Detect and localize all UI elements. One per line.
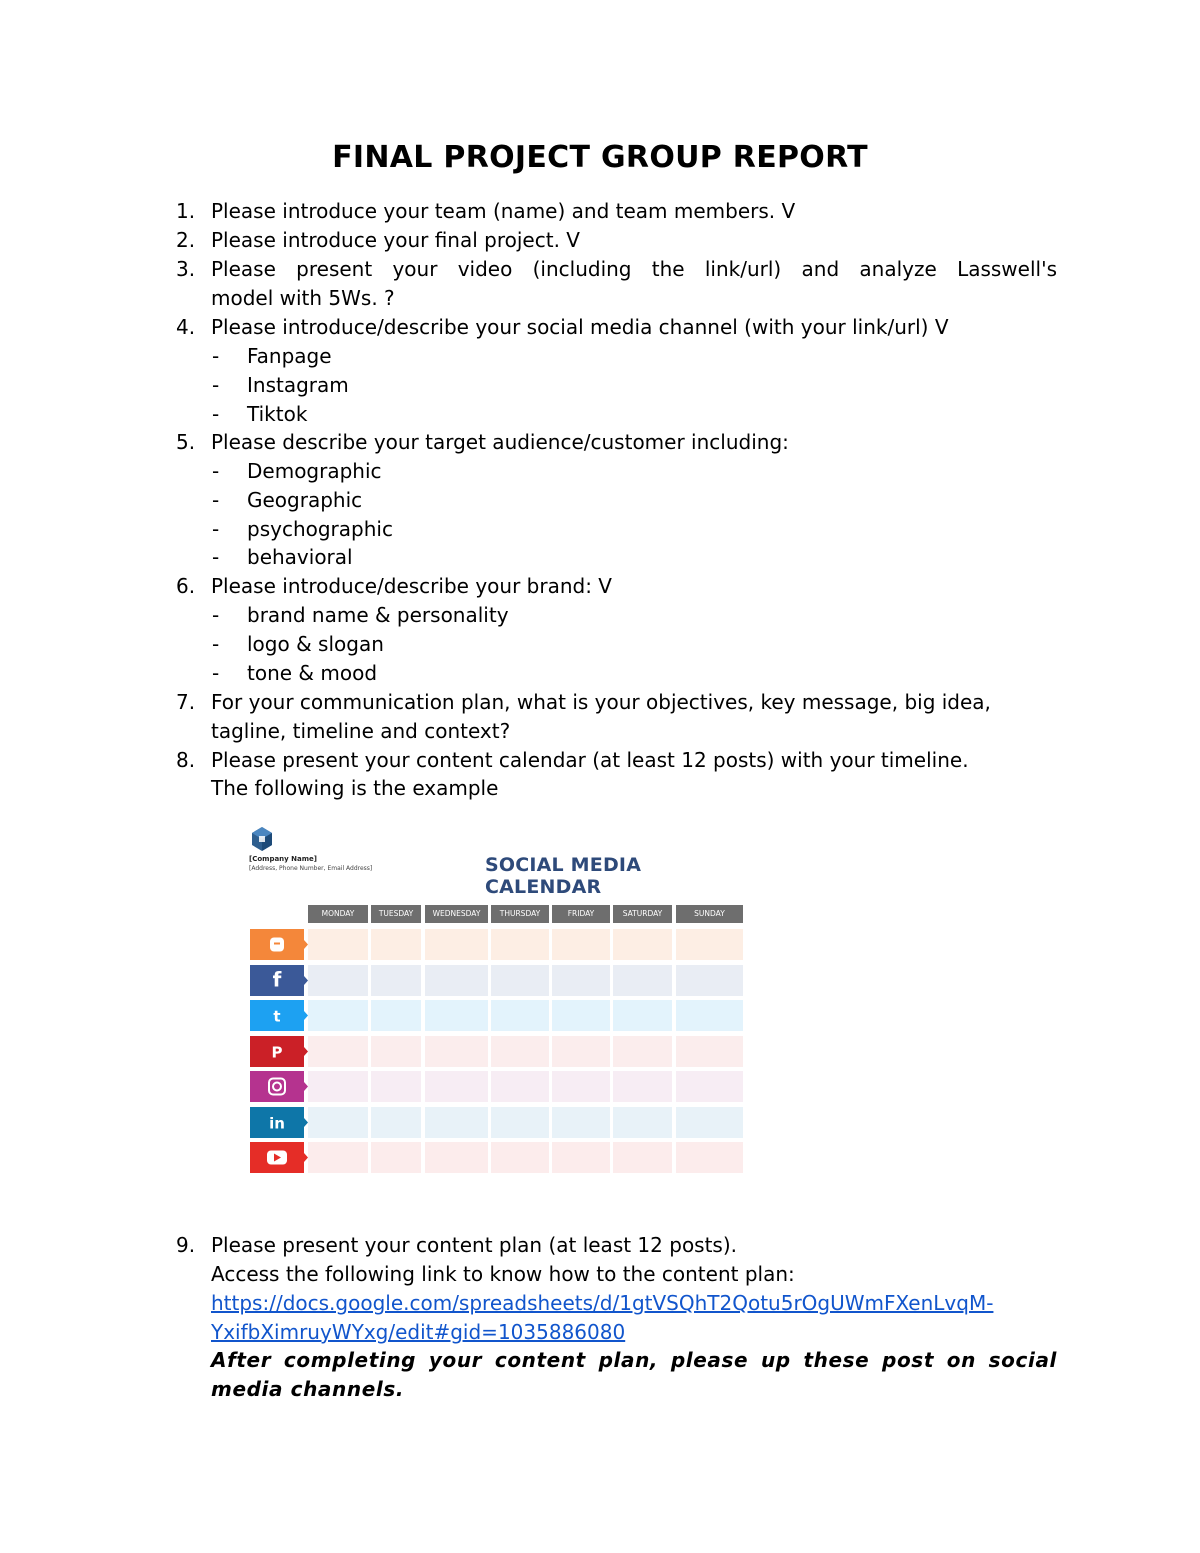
- item-text: The following is the example: [211, 776, 499, 800]
- day-header: SUNDAY: [676, 905, 743, 923]
- calendar-cell: [676, 929, 743, 960]
- item-text: Please introduce/describe your social media channel (with your link/url) V: [211, 315, 949, 339]
- calendar-cell: [552, 1107, 610, 1138]
- item-text: Please describe your target audience/customer including:: [211, 430, 789, 454]
- item-text: tagline, timeline and context?: [211, 719, 511, 743]
- calendar-cell: [491, 965, 549, 996]
- sub-item-text: Geographic: [247, 488, 363, 512]
- calendar-cell: [308, 1107, 368, 1138]
- calendar-cell: [676, 1142, 743, 1173]
- day-header: THURSDAY: [491, 905, 549, 923]
- calendar-cell: [491, 929, 549, 960]
- item-number: 6.: [176, 574, 196, 598]
- company-name: [Company Name]: [249, 855, 317, 863]
- emphasis-text: After completing your content plan, please up these post on social: [211, 1348, 1057, 1372]
- company-logo-icon: [250, 826, 274, 852]
- calendar-cell: [371, 1107, 421, 1138]
- calendar-cell: [613, 1071, 672, 1102]
- blogger-icon: [250, 929, 304, 960]
- calendar-cell: [491, 1071, 549, 1102]
- calendar-cell: [371, 1142, 421, 1173]
- dash-bullet: -: [212, 459, 220, 483]
- calendar-cell: [491, 1142, 549, 1173]
- calendar-cell: [613, 1107, 672, 1138]
- dash-bullet: -: [212, 661, 220, 685]
- sub-item-text: brand name & personality: [247, 603, 509, 627]
- twitter-icon: [250, 1000, 304, 1031]
- calendar-cell: [371, 929, 421, 960]
- item-text: Please introduce your team (name) and team members. V: [211, 199, 796, 223]
- day-header: SATURDAY: [613, 905, 672, 923]
- linkedin-icon: [250, 1107, 304, 1138]
- dash-bullet: -: [212, 517, 220, 541]
- item-text: Please introduce/describe your brand: V: [211, 574, 612, 598]
- calendar-cell: [371, 1071, 421, 1102]
- calendar-cell: [308, 1036, 368, 1067]
- calendar-cell: [308, 1000, 368, 1031]
- calendar-cell: [613, 1142, 672, 1173]
- item-number: 7.: [176, 690, 196, 714]
- calendar-cell: [371, 965, 421, 996]
- dash-bullet: -: [212, 373, 220, 397]
- item-number: 5.: [176, 430, 196, 454]
- calendar-cell: [371, 1036, 421, 1067]
- calendar-cell: [676, 965, 743, 996]
- svg-text:f: f: [272, 967, 282, 991]
- calendar-cell: [552, 1071, 610, 1102]
- dash-bullet: -: [212, 632, 220, 656]
- day-header: WEDNESDAY: [425, 905, 488, 923]
- calendar-cell: [425, 1036, 488, 1067]
- item-number: 8.: [176, 748, 196, 772]
- calendar-title: SOCIAL MEDIA CALENDAR: [485, 854, 642, 898]
- calendar-cell: [371, 1000, 421, 1031]
- item-number: 9.: [176, 1233, 196, 1257]
- item-text: Access the following link to know how to the content plan:: [211, 1262, 795, 1286]
- day-header: FRIDAY: [552, 905, 610, 923]
- social-media-calendar-image: [244, 822, 748, 1178]
- pinterest-icon: [250, 1036, 304, 1067]
- item-text: Please present your content plan (at least 12 posts).: [211, 1233, 738, 1257]
- sub-item-text: Fanpage: [247, 344, 332, 368]
- item-number: 4.: [176, 315, 196, 339]
- dash-bullet: -: [212, 488, 220, 512]
- calendar-cell: [552, 1000, 610, 1031]
- calendar-cell: [613, 929, 672, 960]
- item-text: Please present your video (including the link/url) and analyze Lasswell's: [211, 257, 1057, 281]
- calendar-cell: [676, 1107, 743, 1138]
- sub-item-text: tone & mood: [247, 661, 378, 685]
- dash-bullet: -: [212, 402, 220, 426]
- calendar-cell: [308, 1142, 368, 1173]
- link-text[interactable]: https://docs.google.com/spreadsheets/d/1gtVSQhT2Qotu5rOgUWmFXenLvqM-: [211, 1291, 994, 1315]
- sub-item-text: Demographic: [247, 459, 382, 483]
- calendar-cell: [676, 1036, 743, 1067]
- calendar-cell: [308, 1071, 368, 1102]
- day-header: MONDAY: [308, 905, 368, 923]
- instagram-icon: [250, 1071, 304, 1102]
- item-number: 2.: [176, 228, 196, 252]
- item-number: 3.: [176, 257, 196, 281]
- calendar-cell: [552, 1036, 610, 1067]
- dash-bullet: -: [212, 603, 220, 627]
- svg-text:P: P: [271, 1043, 283, 1061]
- calendar-cell: [613, 1000, 672, 1031]
- sub-item-text: Instagram: [247, 373, 349, 397]
- calendar-cell: [425, 929, 488, 960]
- dash-bullet: -: [212, 545, 220, 569]
- calendar-cell: [308, 929, 368, 960]
- calendar-cell: [676, 1071, 743, 1102]
- item-text: model with 5Ws. ?: [211, 286, 395, 310]
- facebook-icon: [250, 965, 304, 996]
- dash-bullet: -: [212, 344, 220, 368]
- sub-item-text: Tiktok: [247, 402, 308, 426]
- calendar-cell: [613, 1036, 672, 1067]
- item-text: Please introduce your final project. V: [211, 228, 580, 252]
- emphasis-text: media channels.: [211, 1377, 405, 1401]
- link-text[interactable]: YxifbXimruyWYxg/edit#gid=1035886080: [211, 1320, 626, 1344]
- calendar-cell: [613, 965, 672, 996]
- svg-text:in: in: [269, 1114, 285, 1132]
- calendar-cell: [308, 965, 368, 996]
- calendar-cell: [552, 965, 610, 996]
- calendar-cell: [491, 1036, 549, 1067]
- svg-text:t: t: [273, 1007, 281, 1026]
- youtube-icon: [250, 1142, 304, 1173]
- document-title: FINAL PROJECT GROUP REPORT: [332, 140, 868, 175]
- item-text: Please present your content calendar (at least 12 posts) with your timeline.: [211, 748, 969, 772]
- calendar-cell: [552, 1142, 610, 1173]
- item-number: 1.: [176, 199, 196, 223]
- calendar-cell: [425, 1000, 488, 1031]
- sub-item-text: logo & slogan: [247, 632, 384, 656]
- calendar-cell: [425, 1071, 488, 1102]
- calendar-cell: [552, 929, 610, 960]
- item-text: For your communication plan, what is your objectives, key message, big idea,: [211, 690, 991, 714]
- calendar-cell: [491, 1107, 549, 1138]
- calendar-cell: [425, 1142, 488, 1173]
- day-header: TUESDAY: [371, 905, 421, 923]
- sub-item-text: psychographic: [247, 517, 393, 541]
- calendar-cell: [491, 1000, 549, 1031]
- sub-item-text: behavioral: [247, 545, 353, 569]
- company-address: [Address, Phone Number, Email Address]: [249, 865, 373, 872]
- calendar-cell: [676, 1000, 743, 1031]
- calendar-cell: [425, 1107, 488, 1138]
- calendar-cell: [425, 965, 488, 996]
